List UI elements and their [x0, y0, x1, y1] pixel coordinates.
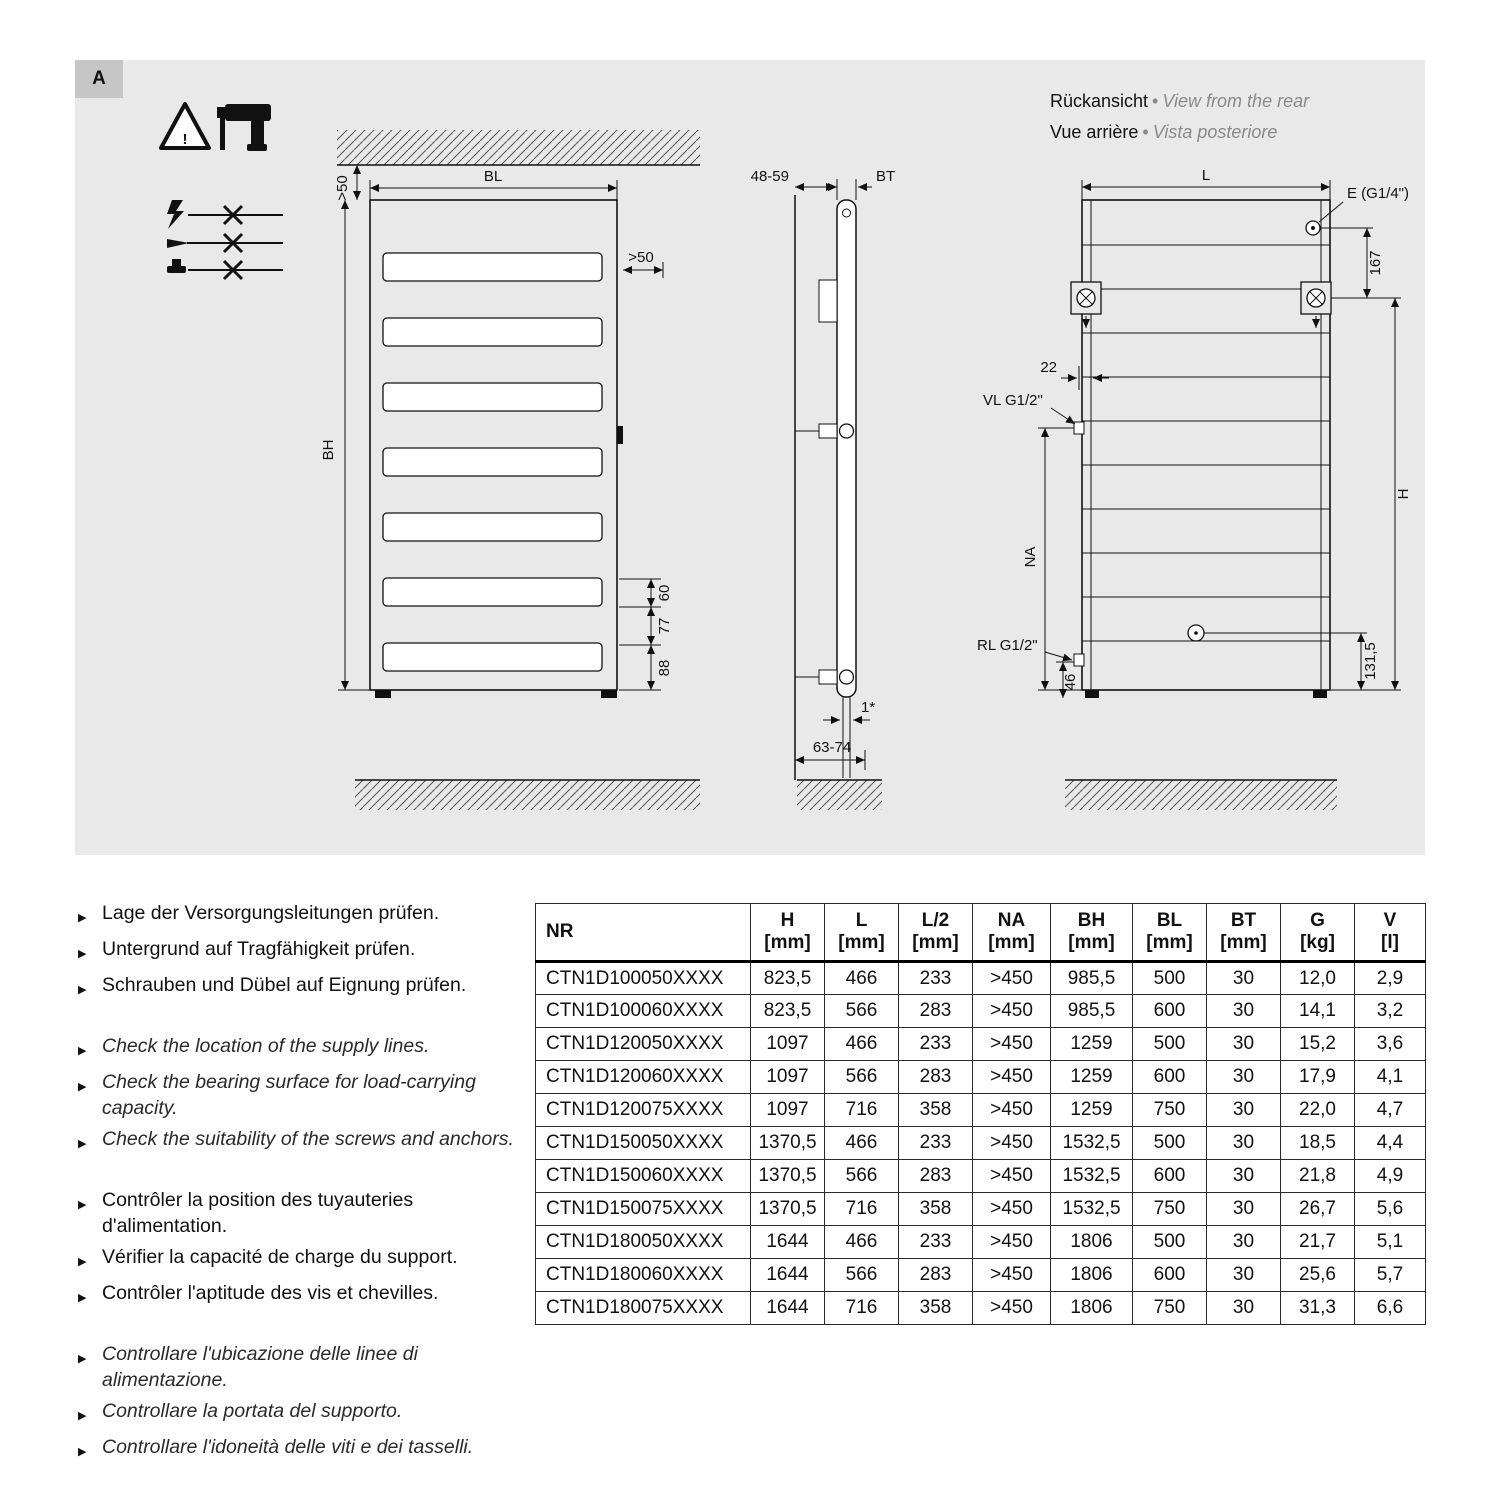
wall-bracket-left — [1071, 282, 1101, 328]
cell-model-number: CTN1D150060XXXX — [536, 1160, 751, 1193]
cell-value: 30 — [1207, 1292, 1281, 1325]
dim-label-gt50-right: >50 — [628, 249, 654, 266]
cell-value: 823,5 — [751, 962, 825, 995]
cell-value: 500 — [1133, 1226, 1207, 1259]
cell-value: 750 — [1133, 1292, 1207, 1325]
cell-value: >450 — [973, 1160, 1051, 1193]
cell-value: 4,1 — [1355, 1061, 1426, 1094]
cell-value: 566 — [825, 1160, 899, 1193]
dim-label-na: NA — [1022, 546, 1039, 568]
table-row — [536, 1127, 1426, 1160]
instruction-item — [78, 1398, 530, 1429]
cell-value: 1532,5 — [1051, 1193, 1133, 1226]
cell-value: 30 — [1207, 1127, 1281, 1160]
cell-value: 466 — [825, 1127, 899, 1160]
cell-value: 1370,5 — [751, 1127, 825, 1160]
warning-icons — [161, 104, 283, 279]
column-header-l-2: L/2 [mm] — [899, 904, 973, 962]
cell-value: 30 — [1207, 1094, 1281, 1127]
cell-value: 283 — [899, 1259, 973, 1292]
bullet-triangle-icon: ▶ — [78, 1138, 87, 1150]
cell-model-number: CTN1D120060XXXX — [536, 1061, 751, 1094]
cell-value: >450 — [973, 1094, 1051, 1127]
cell-value: >450 — [973, 1061, 1051, 1094]
dim-label-60: 60 — [656, 584, 673, 602]
cell-model-number: CTN1D180060XXXX — [536, 1259, 751, 1292]
caption-separator: • — [1152, 91, 1159, 111]
foot — [1085, 690, 1099, 698]
bullet-triangle-icon: ▶ — [78, 1410, 87, 1422]
dim-label-rl: RL G1/2" — [977, 637, 1038, 654]
instruction-text: Contrôler la position des tuyauteries d'alimentation. — [102, 1189, 414, 1237]
spec-table — [535, 903, 1426, 1325]
drill-icon — [217, 104, 271, 151]
cell-value: 4,7 — [1355, 1094, 1426, 1127]
cell-value: >450 — [973, 1193, 1051, 1226]
instruction-item — [78, 1069, 530, 1121]
dim-label-bh: BH — [320, 439, 337, 461]
cell-value: 283 — [899, 1160, 973, 1193]
table-row — [536, 1292, 1426, 1325]
cell-value: 15,2 — [1281, 1028, 1355, 1061]
cell-value: >450 — [973, 962, 1051, 995]
cell-value: 1806 — [1051, 1226, 1133, 1259]
cell-value: 1097 — [751, 1028, 825, 1061]
cell-model-number: CTN1D100060XXXX — [536, 995, 751, 1028]
rear-tubes — [1082, 245, 1330, 641]
cell-value: 1097 — [751, 1094, 825, 1127]
cell-value: 985,5 — [1051, 962, 1133, 995]
cell-value: 566 — [825, 995, 899, 1028]
bullet-triangle-icon: ▶ — [78, 1353, 87, 1365]
water-tap-icon — [167, 259, 186, 273]
dim-label-63-74: 63-74 — [812, 739, 852, 756]
cell-value: 233 — [899, 1226, 973, 1259]
cell-value: 26,7 — [1281, 1193, 1355, 1226]
instruction-text: Lage der Versorgungsleitungen prüfen. — [102, 902, 440, 924]
cell-value: 233 — [899, 962, 973, 995]
bullet-triangle-icon: ▶ — [78, 1199, 87, 1211]
foot — [1313, 690, 1327, 698]
cell-value: 358 — [899, 1094, 973, 1127]
cell-value: 1097 — [751, 1061, 825, 1094]
floor-hatch — [1065, 780, 1337, 810]
dim-label-22: 22 — [1040, 359, 1057, 376]
instruction-item — [78, 936, 530, 967]
drawing-panel — [75, 60, 1425, 855]
mid-bolt — [840, 424, 854, 438]
cell-value: 3,2 — [1355, 995, 1426, 1028]
low-bolt — [840, 670, 854, 684]
cell-value: 5,6 — [1355, 1193, 1426, 1226]
cell-value: 12,0 — [1281, 962, 1355, 995]
cell-value: 233 — [899, 1127, 973, 1160]
cell-value: 358 — [899, 1292, 973, 1325]
cell-model-number: CTN1D120075XXXX — [536, 1094, 751, 1127]
cell-value: 17,9 — [1281, 1061, 1355, 1094]
cell-model-number: CTN1D150050XXXX — [536, 1127, 751, 1160]
warning-triangle-icon — [161, 104, 209, 148]
dim-label-l: L — [1201, 167, 1211, 184]
instruction-item — [78, 1187, 530, 1239]
instruction-item — [78, 972, 530, 1003]
dim-label-48-59: 48-59 — [750, 168, 789, 185]
column-header-h: H [mm] — [751, 904, 825, 962]
cell-value: 1259 — [1051, 1028, 1133, 1061]
cell-value: 750 — [1133, 1094, 1207, 1127]
spec-table-section — [535, 903, 1425, 1325]
radiator-profile — [837, 200, 856, 697]
cell-value: 716 — [825, 1193, 899, 1226]
bullet-triangle-icon: ▶ — [78, 1045, 87, 1057]
cell-value: 6,6 — [1355, 1292, 1426, 1325]
bullet-triangle-icon: ▶ — [78, 948, 87, 960]
cell-value: 30 — [1207, 995, 1281, 1028]
foot — [375, 690, 391, 698]
caption-de: Rückansicht — [1050, 91, 1149, 111]
instruction-text: Untergrund auf Tragfähigkeit prüfen. — [102, 938, 416, 960]
front-view — [320, 130, 700, 810]
wall-hatch — [337, 130, 700, 165]
spec-table-body — [536, 962, 1426, 1325]
cell-value: 30 — [1207, 962, 1281, 995]
cell-model-number: CTN1D180075XXXX — [536, 1292, 751, 1325]
table-row — [536, 995, 1426, 1028]
bullet-triangle-icon: ▶ — [78, 1256, 87, 1268]
cell-value: 30 — [1207, 1061, 1281, 1094]
cell-value: 1532,5 — [1051, 1160, 1133, 1193]
column-header-v: V [l] — [1355, 904, 1426, 962]
dim-label-1star: 1* — [861, 699, 876, 716]
table-row — [536, 1226, 1426, 1259]
column-header-na: NA [mm] — [973, 904, 1051, 962]
instructions-french — [78, 1187, 530, 1311]
bullet-triangle-icon: ▶ — [78, 1081, 87, 1093]
cell-value: 750 — [1133, 1193, 1207, 1226]
caption-separator: • — [1142, 121, 1149, 142]
cell-value: 823,5 — [751, 995, 825, 1028]
wall-bracket-right — [1301, 282, 1331, 328]
cell-value: >450 — [973, 1028, 1051, 1061]
instruction-item — [78, 1280, 530, 1311]
instruction-text: Vérifier la capacité de charge du support. — [102, 1246, 458, 1268]
cell-value: 566 — [825, 1259, 899, 1292]
cell-value: 3,6 — [1355, 1028, 1426, 1061]
dim-label-88: 88 — [656, 659, 673, 677]
cell-value: 600 — [1133, 1259, 1207, 1292]
cell-value: 600 — [1133, 1160, 1207, 1193]
table-row — [536, 1028, 1426, 1061]
floor-hatch — [355, 780, 700, 810]
cell-value: 14,1 — [1281, 995, 1355, 1028]
cell-value: 25,6 — [1281, 1259, 1355, 1292]
cell-value: >450 — [973, 1226, 1051, 1259]
table-row — [536, 1061, 1426, 1094]
bullet-triangle-icon: ▶ — [78, 912, 87, 924]
svg-text:!: ! — [182, 131, 188, 148]
column-header-nr: NR — [536, 904, 751, 962]
instruction-text: Check the suitability of the screws and anchors. — [102, 1128, 514, 1150]
hidden-supply-lines-warning — [167, 200, 283, 279]
instruction-item — [78, 1033, 530, 1064]
cell-value: 283 — [899, 1061, 973, 1094]
cell-value: 1644 — [751, 1226, 825, 1259]
cell-value: 600 — [1133, 995, 1207, 1028]
radiator-slats — [383, 253, 602, 671]
cell-value: 500 — [1133, 962, 1207, 995]
foot — [601, 690, 617, 698]
mid-bracket — [819, 424, 837, 438]
column-header-bh: BH [mm] — [1051, 904, 1133, 962]
cell-value: 30 — [1207, 1226, 1281, 1259]
cell-value: 5,1 — [1355, 1226, 1426, 1259]
cell-model-number: CTN1D150075XXXX — [536, 1193, 751, 1226]
side-view — [751, 168, 896, 810]
radiator-rear-outline — [1082, 200, 1330, 690]
instruction-text: Schrauben und Dübel auf Eignung prüfen. — [102, 974, 467, 996]
cell-value: 2,9 — [1355, 962, 1426, 995]
dim-label-bt: BT — [876, 168, 896, 185]
cell-value: >450 — [973, 1259, 1051, 1292]
instructions-english — [78, 1033, 530, 1157]
dim-label-vl: VL G1/2" — [983, 392, 1043, 409]
cell-value: 1806 — [1051, 1259, 1133, 1292]
cell-model-number: CTN1D180050XXXX — [536, 1226, 751, 1259]
floor-hatch — [797, 780, 882, 810]
instruction-item — [78, 1341, 530, 1393]
instruction-text: Check the location of the supply lines. — [102, 1035, 430, 1057]
cell-value: 716 — [825, 1094, 899, 1127]
side-tab — [617, 426, 623, 444]
caption-fr: Vue arrière — [1050, 121, 1139, 142]
instruction-item — [78, 1126, 530, 1157]
cell-value: 18,5 — [1281, 1127, 1355, 1160]
rear-view — [977, 167, 1412, 810]
cell-value: 4,9 — [1355, 1160, 1426, 1193]
cell-value: 500 — [1133, 1028, 1207, 1061]
cell-value: 30 — [1207, 1193, 1281, 1226]
instruction-item — [78, 900, 530, 931]
dim-label-46: 46 — [1062, 673, 1079, 691]
cell-value: 233 — [899, 1028, 973, 1061]
cell-value: 21,7 — [1281, 1226, 1355, 1259]
bullet-triangle-icon: ▶ — [78, 984, 87, 996]
cell-value: 283 — [899, 995, 973, 1028]
instruction-text: Controllare l'idoneità delle viti e dei tasselli. — [102, 1436, 474, 1458]
table-row — [536, 1160, 1426, 1193]
dim-label-131-5: 131,5 — [1362, 642, 1379, 680]
cell-value: 30 — [1207, 1259, 1281, 1292]
cell-value: 1806 — [1051, 1292, 1133, 1325]
low-bracket — [819, 670, 837, 684]
dim-label-e: E (G1/4") — [1347, 185, 1410, 202]
cell-value: 30 — [1207, 1160, 1281, 1193]
cell-value: 1370,5 — [751, 1160, 825, 1193]
cell-value: 1259 — [1051, 1061, 1133, 1094]
instruction-text: Controllare la portata del supporto. — [102, 1400, 403, 1422]
column-header-l: L [mm] — [825, 904, 899, 962]
instructions-german — [78, 900, 530, 1003]
dim-label-167: 167 — [1367, 250, 1384, 276]
instruction-text: Controllare l'ubicazione delle linee di alimentazione. — [102, 1343, 418, 1391]
cell-value: 5,7 — [1355, 1259, 1426, 1292]
cell-value: 500 — [1133, 1127, 1207, 1160]
table-row — [536, 1193, 1426, 1226]
top-bracket — [819, 280, 837, 322]
dim-label-77: 77 — [656, 617, 673, 635]
column-header-bt: BT [mm] — [1207, 904, 1281, 962]
cell-value: 466 — [825, 1226, 899, 1259]
instruction-item — [78, 1244, 530, 1275]
cell-value: 21,8 — [1281, 1160, 1355, 1193]
cell-value: 1644 — [751, 1292, 825, 1325]
dim-label-h: H — [1395, 488, 1412, 500]
bullet-triangle-icon: ▶ — [78, 1446, 87, 1458]
cell-value: 1644 — [751, 1259, 825, 1292]
instruction-text: Contrôler l'aptitude des vis et chevilles. — [102, 1282, 439, 1304]
caption-en: View from the rear — [1162, 91, 1310, 111]
rl-connection — [1074, 654, 1084, 666]
cell-value: 1532,5 — [1051, 1127, 1133, 1160]
cell-value: 358 — [899, 1193, 973, 1226]
cell-value: 466 — [825, 962, 899, 995]
bullet-triangle-icon: ▶ — [78, 1292, 87, 1304]
spec-table-header — [536, 904, 1426, 962]
cell-value: 1370,5 — [751, 1193, 825, 1226]
table-row — [536, 1259, 1426, 1292]
cell-model-number: CTN1D120050XXXX — [536, 1028, 751, 1061]
instruction-text: Check the bearing surface for load-carrying capacity. — [102, 1071, 476, 1119]
column-header-bl: BL [mm] — [1133, 904, 1207, 962]
panel-label: A — [75, 60, 123, 98]
cell-value: 566 — [825, 1061, 899, 1094]
cell-model-number: CTN1D100050XXXX — [536, 962, 751, 995]
caption-it: Vista posteriore — [1152, 121, 1278, 142]
vl-connection — [1074, 422, 1084, 434]
cell-value: 4,4 — [1355, 1127, 1426, 1160]
cell-value: >450 — [973, 995, 1051, 1028]
instructions-list — [78, 900, 530, 1495]
table-row — [536, 962, 1426, 995]
technical-drawing — [75, 60, 1425, 855]
table-row — [536, 1094, 1426, 1127]
instruction-item — [78, 1434, 530, 1465]
instructions-italian — [78, 1341, 530, 1465]
cell-value: 716 — [825, 1292, 899, 1325]
dim-label-bl: BL — [483, 168, 503, 185]
column-header-g: G [kg] — [1281, 904, 1355, 962]
dim-label-gt50-top: >50 — [334, 175, 351, 201]
cell-value: >450 — [973, 1292, 1051, 1325]
lightning-icon — [167, 200, 184, 229]
cell-value: 30 — [1207, 1028, 1281, 1061]
cell-value: 600 — [1133, 1061, 1207, 1094]
cable-probe-icon — [167, 239, 189, 248]
cell-value: 985,5 — [1051, 995, 1133, 1028]
cell-value: 1259 — [1051, 1094, 1133, 1127]
cell-value: 31,3 — [1281, 1292, 1355, 1325]
cell-value: 22,0 — [1281, 1094, 1355, 1127]
cell-value: >450 — [973, 1127, 1051, 1160]
cell-value: 466 — [825, 1028, 899, 1061]
